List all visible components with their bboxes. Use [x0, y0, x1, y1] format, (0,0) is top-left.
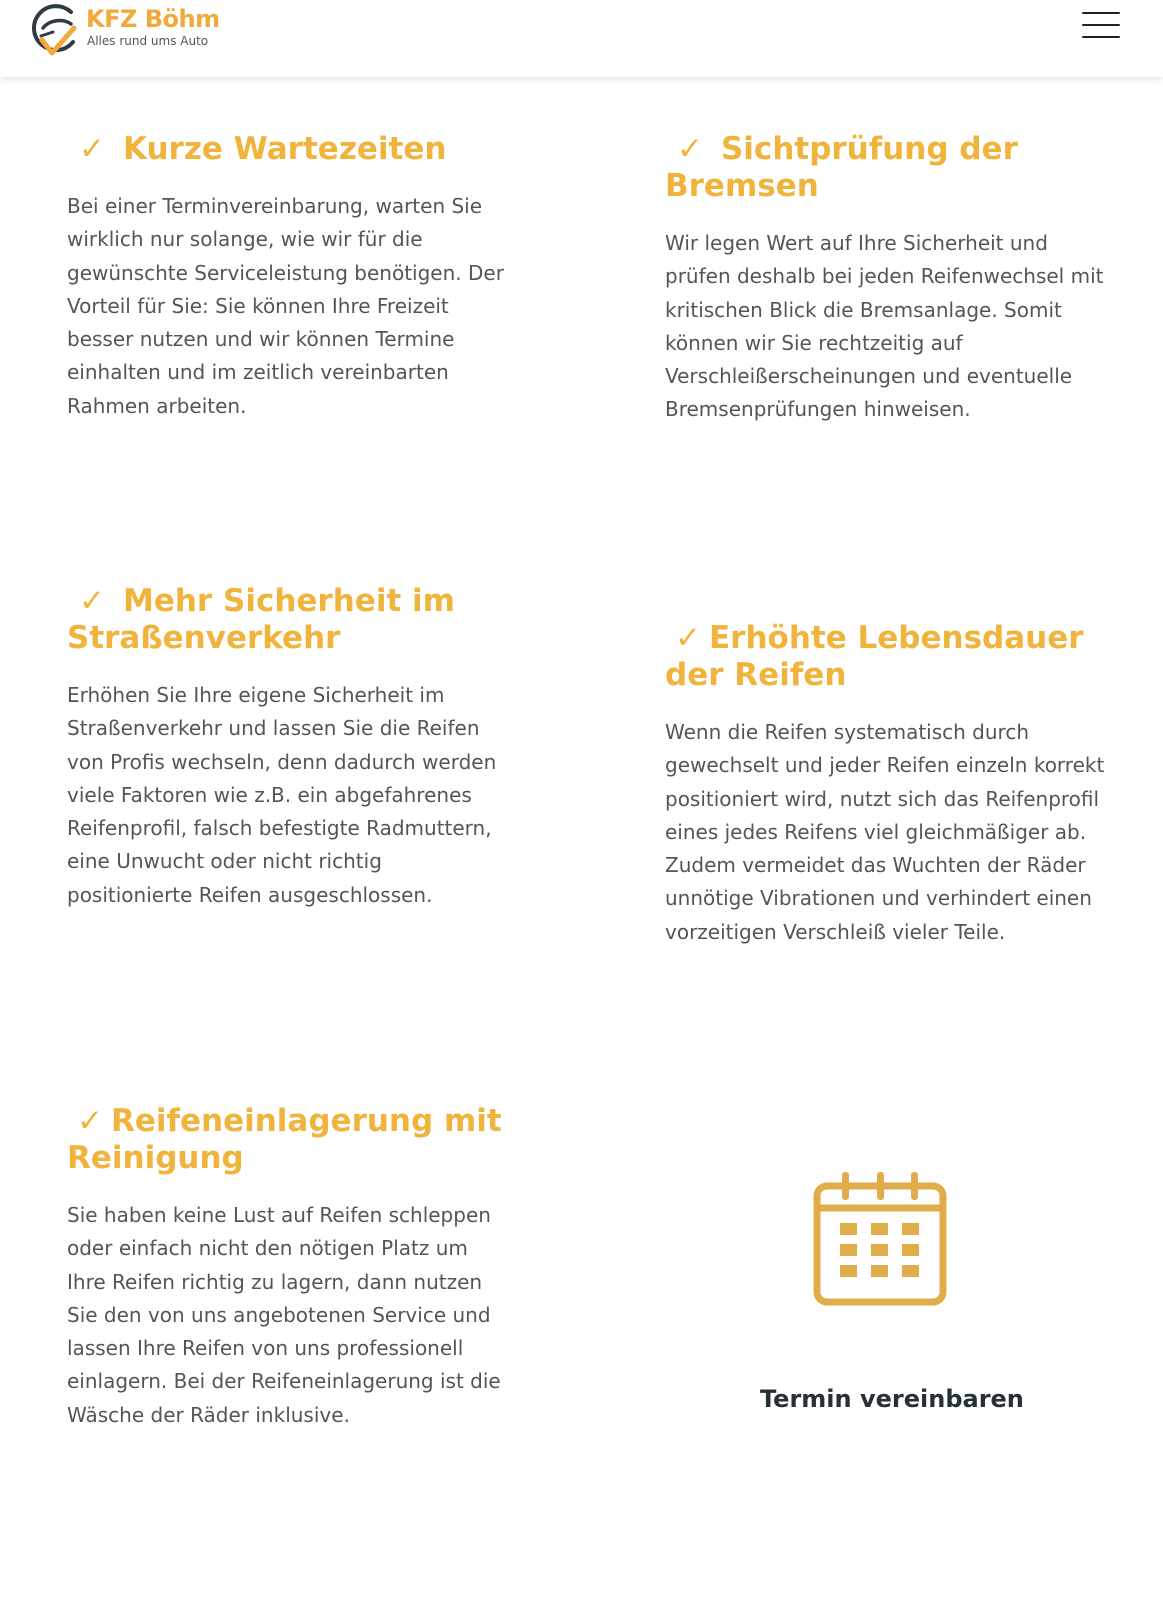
menu-bar — [1082, 36, 1120, 38]
feature-road-safety — [67, 583, 507, 912]
feature-title — [665, 620, 1105, 694]
check-icon: ✓ — [77, 1103, 103, 1139]
book-appointment-label: Termin vereinbaren — [760, 1385, 1024, 1413]
feature-title-text: Reifeneinlagerung mit Reinigung — [67, 1103, 502, 1176]
feature-description: Wenn die Reifen systematisch durch gewechselt und jeder Reifen einzeln korrekt positioniert wird, nutzt sich das Reifenprofil eines jedes Reifens viel gleichmäßiger ab. Zudem vermeidet das Wuchten der Räder unnötige Vibrationen und verhindert einen vorzeitigen Verschleiß vieler Teile. — [665, 720, 1105, 944]
menu-bar — [1082, 24, 1120, 26]
check-icon: ✓ — [677, 131, 703, 167]
feature-tire-lifespan — [665, 620, 1105, 949]
feature-title-text: Erhöhte Lebensdauer der Reifen — [665, 620, 1084, 693]
hamburger-menu-icon[interactable] — [1082, 8, 1122, 44]
feature-title-text: Sichtprüfung der Bremsen — [665, 131, 1018, 204]
feature-description: Bei einer Terminvereinbarung, warten Sie wirklich nur solange, wie wir für die gewünschte Serviceleistung benötigen. Der Vorteil für Sie: Sie können Ihre Freizeit besser nutzen und wir können Termine einhalten und im zeitlich vereinbarten Rahmen arbeiten. — [67, 194, 504, 418]
feature-description: Sie haben keine Lust auf Reifen schleppen oder einfach nicht den nötigen Platz um Ihre Reifen richtig zu lagern, dann nutzen Sie den von uns angebotenen Service und lassen Ihre Reifen von uns professionell einlagern. Bei der Reifeneinlagerung ist die Wäsche der Räder inklusive. — [67, 1203, 501, 1427]
check-icon: ✓ — [675, 620, 701, 656]
brand-name: KFZ Böhm — [86, 5, 220, 33]
logo-mark-icon — [27, 2, 81, 58]
site-header — [0, 0, 1163, 77]
brand-logo[interactable] — [27, 2, 227, 60]
feature-short-wait-times — [67, 131, 507, 423]
feature-tire-storage — [67, 1103, 507, 1432]
feature-title — [67, 583, 507, 657]
feature-description: Wir legen Wert auf Ihre Sicherheit und prüfen deshalb bei jeden Reifenwechsel mit kritischen Blick die Bremsanlage. Somit können wir Sie rechtzeitig auf Verschleißerscheinungen und eventuelle Bremsenprüfungen hinweisen. — [665, 231, 1104, 422]
feature-title — [665, 131, 1105, 205]
feature-title — [67, 1103, 507, 1177]
calendar-icon — [810, 1170, 950, 1310]
feature-title-text: Mehr Sicherheit im Straßenverkehr — [67, 583, 455, 656]
check-icon: ✓ — [79, 583, 105, 619]
brand-tagline: Alles rund ums Auto — [87, 34, 209, 48]
menu-bar — [1082, 12, 1120, 14]
feature-title — [67, 131, 507, 168]
check-icon: ✓ — [79, 131, 105, 167]
feature-title-text: Kurze Wartezeiten — [122, 131, 447, 167]
book-appointment-link[interactable] — [760, 1170, 1024, 1413]
feature-description: Erhöhen Sie Ihre eigene Sicherheit im Straßenverkehr und lassen Sie die Reifen von Profis wechseln, denn dadurch werden viele Faktoren wie z.B. ein abgefahrenes Reifenprofil, falsch befestigte Radmuttern, eine Unwucht oder nicht richtig positionierte Reifen ausgeschlossen. — [67, 683, 497, 907]
feature-brake-inspection — [665, 131, 1105, 427]
